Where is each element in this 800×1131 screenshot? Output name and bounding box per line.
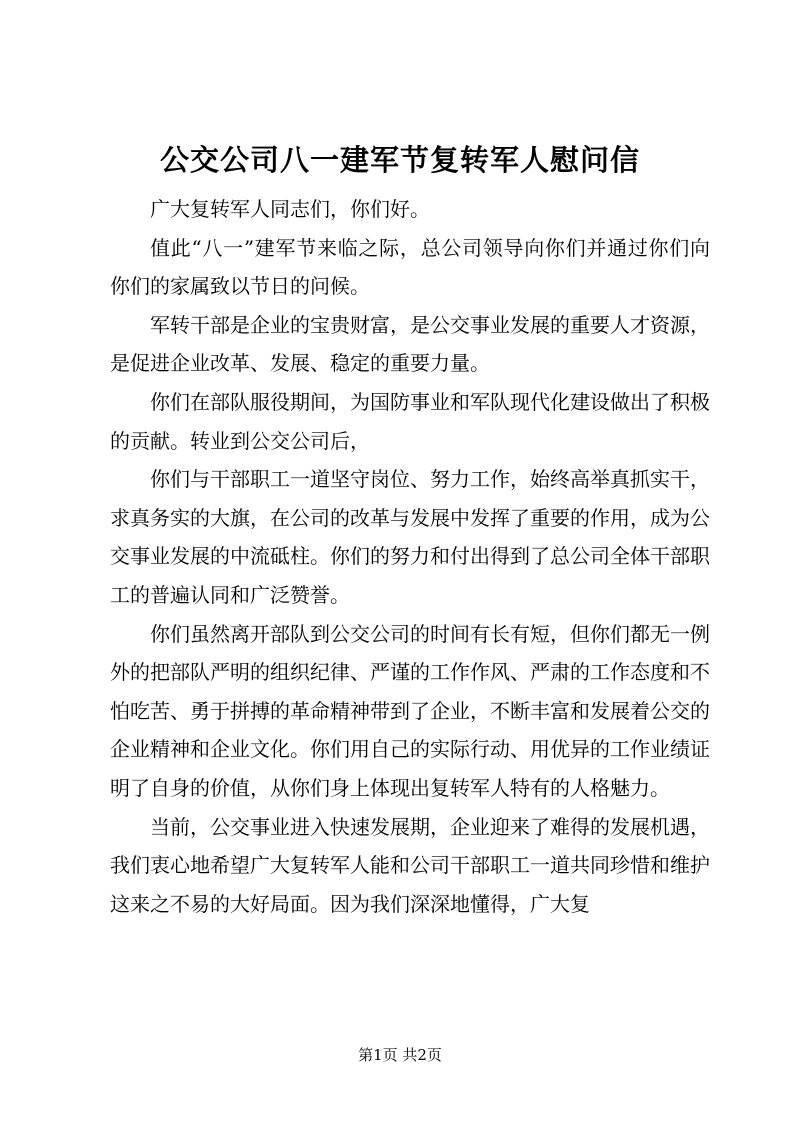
- paragraph: 值此“八一”建军节来临之际，总公司领导向你们并通过你们向你们的家属致以节日的问候。: [110, 235, 710, 299]
- paragraph: 你们与干部职工一道坚守岗位、努力工作，始终高举真抓实干，求真务实的大旗，在公司的改革与发展中发挥了重要的作用，成为公交事业发展的中流砥柱。你们的努力和付出得到了总公司全体干部职工的普遍认同和广泛赞誉。: [110, 467, 710, 607]
- document-body: [110, 190, 710, 923]
- paragraph: 你们虽然离开部队到公交公司的时间有长有短，但你们都无一例外的把部队严明的组织纪律、严谨的工作作风、严肃的工作态度和不怕吃苦、勇于拼搏的革命精神带到了企业，不断丰富和发展着公交的企业精神和企业文化。你们用自己的实际行动、用优异的工作业绩证明了自身的价值，从你们身上体现出复转军人特有的人格魅力。: [110, 621, 710, 800]
- paragraph-greeting: 广大复转军人同志们，你们好。: [150, 197, 430, 221]
- page-number-footer: 第1页 共2页: [358, 1046, 442, 1064]
- paragraph: 你们在部队服役期间，为国防事业和军队现代化建设做出了积极的贡献。转业到公交公司后，: [110, 389, 710, 453]
- paragraph: 当前，公交事业进入快速发展期，企业迎来了难得的发展机遇，我们衷心地希望广大复转军人能和公司干部职工一道共同珍惜和维护这来之不易的大好局面。因为我们深深地懂得，广大复: [110, 814, 710, 916]
- paragraph: 军转干部是企业的宝贵财富，是公交事业发展的重要人才资源，是促进企业改革、发展、稳定的重要力量。: [110, 312, 710, 376]
- document-title: 公交公司八一建军节复转军人慰问信: [159, 143, 640, 177]
